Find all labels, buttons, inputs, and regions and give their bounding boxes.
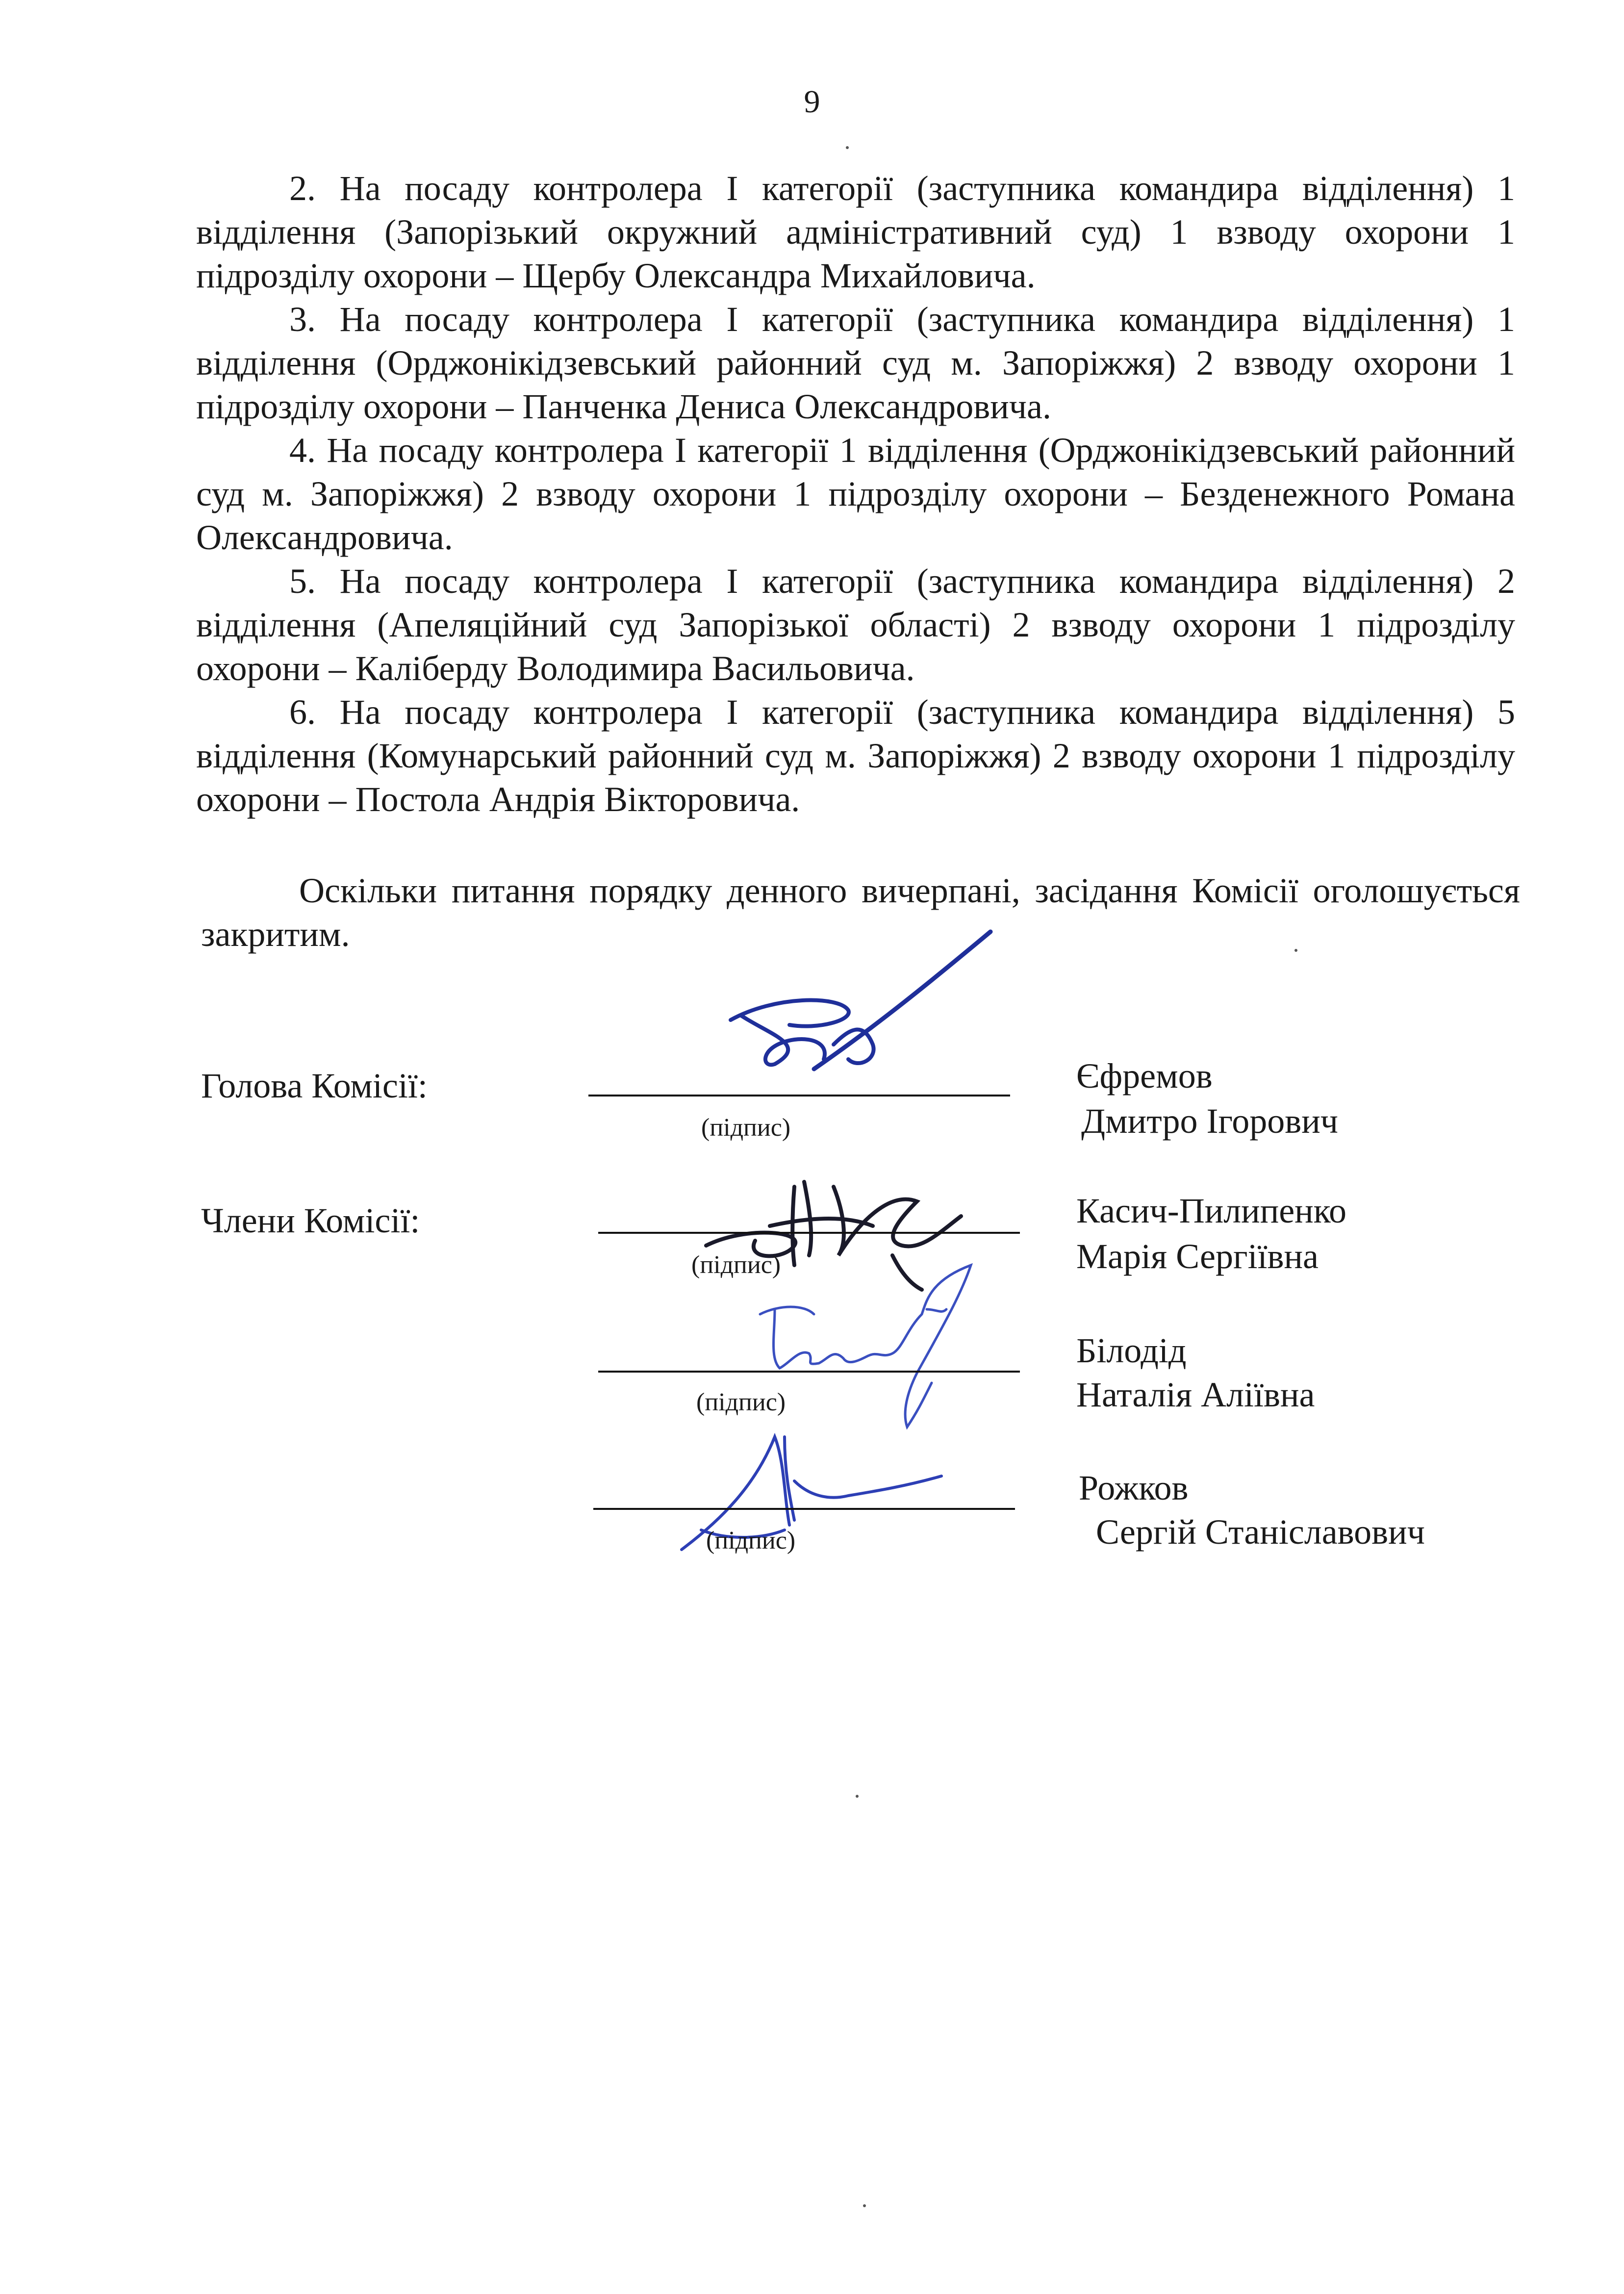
chair-surname: Єфремов — [1076, 1056, 1213, 1096]
page-number: 9 — [804, 84, 820, 120]
chair-given-names: Дмитро Ігорович — [1081, 1101, 1339, 1141]
closing-statement: Оскільки питання порядку денного вичерпані, засідання Комісії оголошується закритим. — [201, 871, 1520, 954]
appointment-item-4: 4. На посаду контролера І категорії 1 відділення (Орджонікідзевський районний суд м. Запоріжжя) 2 взводу охорони 1 підрозділу охорони – Безденежного Романа Олександровича. — [196, 431, 1515, 557]
members-label: Члени Комісії: — [201, 1201, 420, 1240]
scan-speck — [1294, 949, 1297, 952]
member-2-signature-line — [598, 1371, 1020, 1373]
chair-signature-caption: (підпис) — [701, 1114, 791, 1142]
scan-speck — [846, 146, 849, 149]
member-1-signature-line — [598, 1232, 1020, 1234]
appointments-list — [196, 167, 1515, 821]
scan-speck — [856, 1795, 859, 1798]
member-1-given-names: Марія Сергіївна — [1076, 1237, 1319, 1276]
member-3-signature-caption: (підпис) — [706, 1527, 796, 1555]
appointment-item-5: 5. На посаду контролера І категорії (заступника командира відділення) 2 відділення (Апеляційний суд Запорізької області) 2 взводу охорони 1 підрозділу охорони – Каліберду Володимира Васильовича. — [196, 561, 1515, 688]
chair-signature-image — [701, 922, 1005, 1098]
member-3-surname: Рожков — [1079, 1468, 1189, 1507]
member-1-signature-caption: (підпис) — [691, 1251, 781, 1279]
appointment-item-3: 3. На посаду контролера І категорії (заступника командира відділення) 1 відділення (Орджонікідзевський районний суд м. Запоріжжя) 2 взводу охорони 1 підрозділу охорони – Панченка Дениса Олександровича. — [196, 300, 1515, 426]
member-2-signature-caption: (підпис) — [696, 1388, 786, 1416]
member-3-given-names: Сергій Станіславович — [1096, 1512, 1425, 1552]
member-3-signature-line — [593, 1508, 1015, 1510]
scan-speck — [863, 2204, 866, 2207]
appointment-item-2: 2. На посаду контролера І категорії (заступника командира відділення) 1 відділення (Запорізький окружний адміністративний суд) 1 взводу охорони 1 підрозділу охорони – Щербу Олександра Михайловича. — [196, 169, 1515, 295]
member-2-surname: Білодід — [1076, 1331, 1187, 1370]
chair-label: Голова Комісії: — [201, 1066, 428, 1105]
appointment-item-6: 6. На посаду контролера І категорії (заступника командира відділення) 5 відділення (Комунарський районний суд м. Запоріжжя) 2 взводу охорони 1 підрозділу охорони – Постола Андрія Вікторовича. — [196, 692, 1515, 819]
member-1-surname: Касич-Пилипенко — [1076, 1191, 1347, 1230]
member-2-given-names: Наталія Аліївна — [1076, 1375, 1315, 1414]
chair-signature-line — [588, 1095, 1010, 1096]
